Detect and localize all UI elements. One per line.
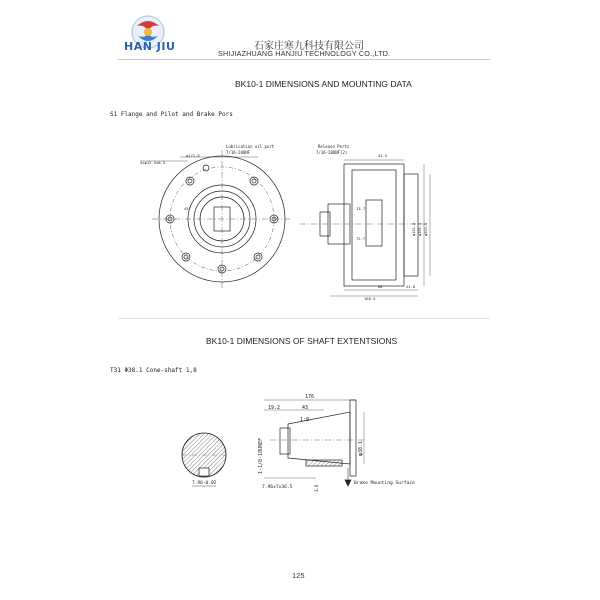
flange-side-view-drawing — [300, 140, 440, 305]
dim-diameter: φ38.1 — [358, 440, 364, 456]
dim-thread: 1-1/8-18UNEF — [258, 437, 264, 474]
dim-vert-b: φ203.5 — [424, 223, 428, 236]
label-brake-surface: Brake Mounting Surface — [354, 481, 415, 486]
dim-top-right: 41.5 — [378, 153, 388, 158]
dim-key-width: 7.96-0.02 — [192, 481, 217, 486]
dim-length-total: 176 — [305, 394, 315, 400]
dim-vert-a: φ165.4 — [418, 223, 422, 236]
label-lube-port: Lubrication oil port — [226, 144, 275, 149]
logo-emblem-icon — [120, 12, 176, 66]
flange-front-view-drawing — [140, 140, 300, 300]
dim-length-a: 19.2 — [268, 405, 281, 411]
shaft-cross-section-drawing — [170, 425, 250, 495]
dim-angle: 45° — [184, 206, 191, 211]
dim-taper: 1:8 — [300, 417, 310, 423]
dim-b: 72.7 — [356, 236, 366, 241]
page-number: 125 — [292, 571, 305, 580]
label-lube-thread: 7/16-20UNF — [226, 150, 251, 155]
label-release-thread: 7/16-20UNF(2) — [316, 150, 348, 155]
company-name-cn: 石家庄寒九科技有限公司 — [254, 41, 364, 52]
company-logo — [120, 12, 176, 66]
section1-title: BK10-1 DIMENSIONS AND MOUNTING DATA — [235, 79, 412, 89]
dim-bottom-total: 160.5 — [364, 296, 376, 301]
dim-bottom-b: 22.8 — [406, 284, 416, 289]
dim-key-depth: 3.6 — [314, 484, 319, 492]
section2-subtitle: T31 Φ38.1 Cone-shaft 1,8 — [110, 367, 197, 374]
section-divider — [118, 318, 490, 319]
dim-bottom-a: 88 — [378, 284, 383, 289]
header-divider — [118, 59, 490, 60]
dim-length-b: 43 — [302, 405, 309, 411]
brand-name: HAN JIU — [124, 40, 176, 53]
dim-a: 13.7 — [356, 206, 366, 211]
section2-title: BK10-1 DIMENSIONS OF SHAFT EXTENTSIONS — [206, 336, 398, 346]
company-name-en: SHIJIAZHUANG HANJIU TECHNOLOGY CO.,LTD. — [218, 49, 391, 58]
label-release-ports: Release Ports — [318, 144, 350, 149]
section1-subtitle: S1 Flange and Pilot and Brake Pors — [110, 111, 233, 118]
shaft-side-view-drawing — [250, 388, 440, 498]
dim-bolt-holes: 4×φ12.5±0.5 — [140, 160, 166, 165]
dim-bolt-circle: φ171.8 — [186, 153, 200, 158]
dim-vert-c: φ152.4 — [412, 223, 416, 236]
dim-key: 7.96x7x36.5 — [262, 485, 293, 490]
